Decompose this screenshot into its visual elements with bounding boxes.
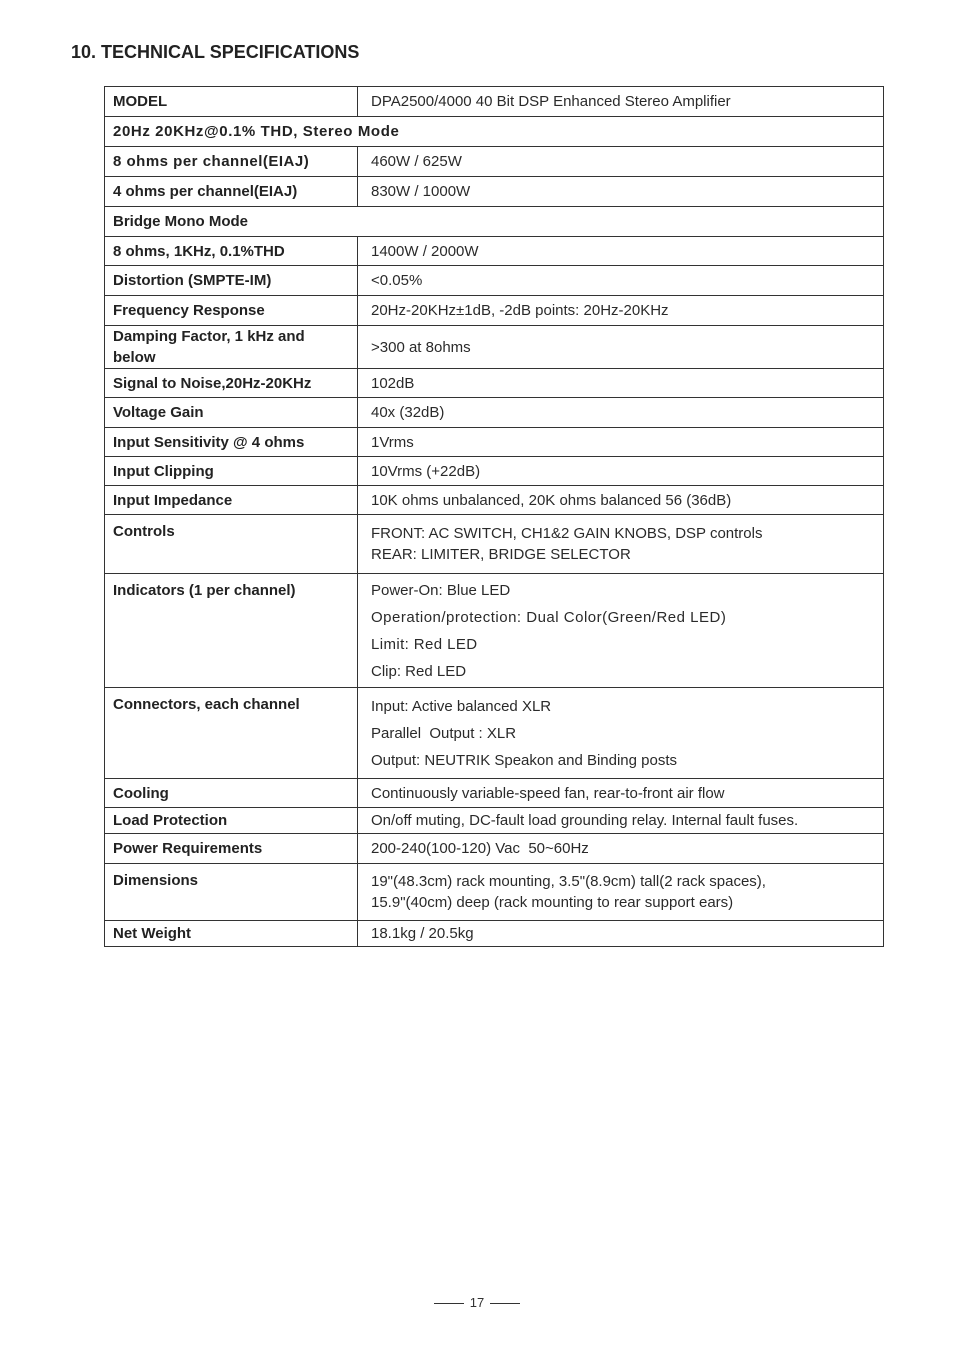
spec-label: Input Sensitivity @ 4 ohms	[105, 428, 358, 457]
spec-label: Power Requirements	[105, 834, 358, 864]
spec-value-line: Output: NEUTRIK Speakon and Binding posts	[371, 751, 678, 769]
spec-value: 460W / 625W	[358, 147, 884, 177]
spec-value: 1Vrms	[358, 428, 884, 457]
spec-value: 102dB	[358, 369, 884, 398]
spec-value: 830W / 1000W	[358, 177, 884, 207]
spec-value	[358, 574, 884, 688]
spec-value-line: 19"(48.3cm) rack mounting, 3.5"(8.9cm) tall(2 rack spaces),	[371, 873, 766, 890]
spec-label: Load Protection	[105, 808, 358, 834]
table-row	[105, 207, 884, 237]
spec-value-line: Power-On: Blue LED	[371, 581, 511, 599]
spec-value: <0.05%	[358, 266, 884, 296]
spec-value: 20Hz-20KHz±1dB, -2dB points: 20Hz-20KHz	[358, 296, 884, 326]
spec-label: Distortion (SMPTE-IM)	[105, 266, 358, 296]
table-row	[105, 574, 884, 688]
page-title: 10. TECHNICAL SPECIFICATIONS	[71, 42, 360, 62]
spec-value-line: REAR: LIMITER, BRIDGE SELECTOR	[371, 546, 631, 563]
spec-value: 1400W / 2000W	[358, 237, 884, 266]
spec-label: Signal to Noise,20Hz-20KHz	[105, 369, 358, 398]
table-row	[105, 398, 884, 428]
table-row	[105, 864, 884, 921]
spec-value: 18.1kg / 20.5kg	[358, 921, 884, 947]
spec-value: >300 at 8ohms	[358, 326, 884, 369]
spec-value-line: 15.9"(40cm) deep (rack mounting to rear support ears)	[371, 894, 734, 911]
table-row	[105, 688, 884, 779]
spec-value: 200-240(100-120) Vac 50~60Hz	[358, 834, 884, 864]
table-row	[105, 921, 884, 947]
table-row	[105, 117, 884, 147]
page-number: 17	[469, 1295, 485, 1310]
spec-value-line: Parallel Output : XLR	[371, 724, 517, 742]
spec-label: 8 ohms, 1KHz, 0.1%THD	[105, 237, 358, 266]
table-row	[105, 266, 884, 296]
spec-label: 8 ohms per channel(EIAJ)	[105, 147, 358, 177]
spec-value: DPA2500/4000 40 Bit DSP Enhanced Stereo Amplifier	[358, 87, 884, 117]
spec-value-line: Input: Active balanced XLR	[371, 697, 552, 715]
spec-value	[358, 515, 884, 574]
spec-label: MODEL	[105, 87, 358, 117]
spec-value-line: Operation/protection: Dual Color(Green/Red LED)	[371, 608, 727, 626]
spec-value: Continuously variable-speed fan, rear-to-front air flow	[358, 779, 884, 808]
spec-label: Cooling	[105, 779, 358, 808]
spec-value-line: Clip: Red LED	[371, 662, 467, 680]
spec-label: Frequency Response	[105, 296, 358, 326]
page-footer	[0, 1295, 954, 1310]
spec-label: Controls	[105, 515, 358, 574]
table-row	[105, 515, 884, 574]
table-row	[105, 147, 884, 177]
spec-label: Input Clipping	[105, 457, 358, 486]
table-row	[105, 177, 884, 207]
spec-label: Net Weight	[105, 921, 358, 947]
spec-label: Connectors, each channel	[105, 688, 358, 779]
spec-label: Damping Factor, 1 kHz and below	[105, 326, 358, 369]
table-row	[105, 87, 884, 117]
spec-value	[358, 864, 884, 921]
table-row	[105, 326, 884, 369]
table-row	[105, 486, 884, 515]
spec-value: 10K ohms unbalanced, 20K ohms balanced 56 (36dB)	[358, 486, 884, 515]
table-row	[105, 779, 884, 808]
section-heading: Bridge Mono Mode	[105, 207, 884, 237]
spec-value-line: Limit: Red LED	[371, 635, 478, 653]
footer-rule-right	[490, 1303, 520, 1304]
spec-value	[358, 688, 884, 779]
spec-label: Indicators (1 per channel)	[105, 574, 358, 688]
section-heading: 20Hz 20KHz@0.1% THD, Stereo Mode	[105, 117, 884, 147]
table-row	[105, 369, 884, 398]
spec-label: 4 ohms per channel(EIAJ)	[105, 177, 358, 207]
spec-label: Voltage Gain	[105, 398, 358, 428]
spec-label: Input Impedance	[105, 486, 358, 515]
table-row	[105, 808, 884, 834]
table-row	[105, 428, 884, 457]
spec-value: On/off muting, DC-fault load grounding relay. Internal fault fuses.	[358, 808, 884, 834]
spec-value-line: FRONT: AC SWITCH, CH1&2 GAIN KNOBS, DSP controls	[371, 525, 763, 542]
specifications-table	[104, 86, 884, 947]
table-row	[105, 834, 884, 864]
table-row	[105, 457, 884, 486]
spec-value: 10Vrms (+22dB)	[358, 457, 884, 486]
spec-label: Dimensions	[105, 864, 358, 921]
footer-rule-left	[434, 1303, 464, 1304]
table-row	[105, 237, 884, 266]
spec-value: 40x (32dB)	[358, 398, 884, 428]
table-row	[105, 296, 884, 326]
